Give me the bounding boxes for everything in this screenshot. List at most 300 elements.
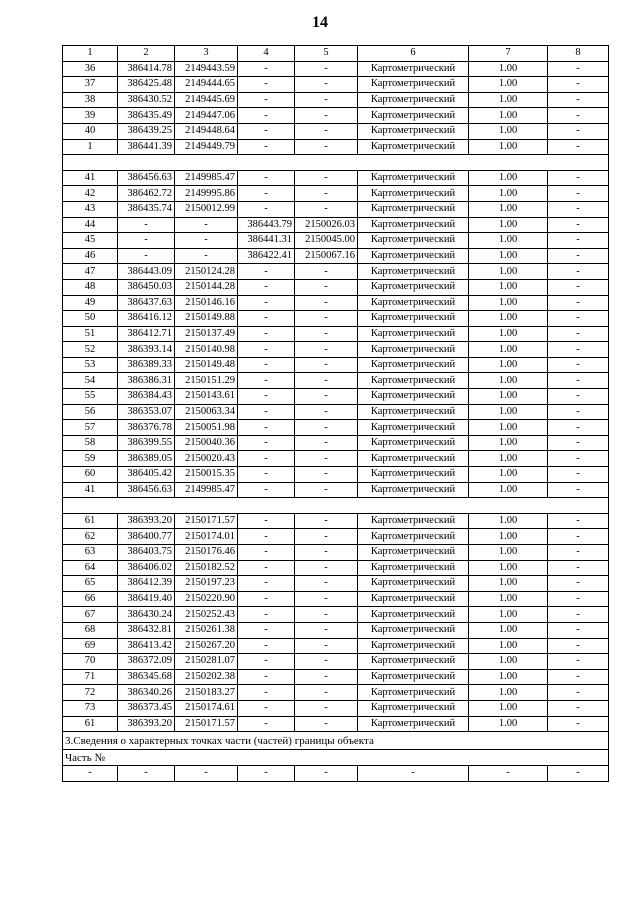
- table-row: [63, 357, 609, 373]
- cell-col-3: 2150040.36: [175, 435, 238, 451]
- cell-col-5: -: [295, 264, 358, 280]
- cell-col-7: 1.00: [469, 513, 548, 529]
- cell-col-7: 1.00: [469, 186, 548, 202]
- cell-col-3: 2150144.28: [175, 279, 238, 295]
- cell-col-5: 2150045.00: [295, 233, 358, 249]
- cell-col-3: 2150197.23: [175, 576, 238, 592]
- cell-col-2: -: [118, 233, 175, 249]
- cell-col-7: 1.00: [469, 638, 548, 654]
- cell-col-8: -: [548, 248, 609, 264]
- cell-col-2: 386450.03: [118, 279, 175, 295]
- table-row: [63, 654, 609, 670]
- cell-col-2: 386414.78: [118, 61, 175, 77]
- cell-col-1: 40: [63, 123, 118, 139]
- cell-col-7: 1.00: [469, 622, 548, 638]
- cell-col-4: -: [238, 669, 295, 685]
- cell-col-2: 386403.75: [118, 545, 175, 561]
- cell-col-3: 2150183.27: [175, 685, 238, 701]
- cell-col-2: 386441.39: [118, 139, 175, 155]
- cell-col-6: Картометрический: [358, 560, 469, 576]
- cell-col-1: 42: [63, 186, 118, 202]
- cell-col-6: Картометрический: [358, 529, 469, 545]
- cell-col-3: 2150143.61: [175, 389, 238, 405]
- cell-col-4: -: [238, 357, 295, 373]
- cell-col-7: 1.00: [469, 420, 548, 436]
- cell-col-1: -: [63, 766, 118, 782]
- cell-col-6: Картометрический: [358, 467, 469, 483]
- cell-col-2: 386462.72: [118, 186, 175, 202]
- cell-col-2: 386386.31: [118, 373, 175, 389]
- table-row: [63, 108, 609, 124]
- cell-col-7: 1.00: [469, 326, 548, 342]
- table-row: [63, 607, 609, 623]
- cell-col-3: 2150020.43: [175, 451, 238, 467]
- cell-col-5: -: [295, 123, 358, 139]
- table-row: [63, 622, 609, 638]
- cell-col-8: -: [548, 311, 609, 327]
- cell-col-1: 61: [63, 716, 118, 732]
- cell-col-8: -: [548, 716, 609, 732]
- cell-col-4: -: [238, 451, 295, 467]
- cell-col-4: -: [238, 545, 295, 561]
- cell-col-4: -: [238, 529, 295, 545]
- cell-col-4: -: [238, 279, 295, 295]
- cell-col-2: 386430.24: [118, 607, 175, 623]
- table-row: [63, 560, 609, 576]
- table-row: [63, 139, 609, 155]
- part-label: Часть №: [63, 750, 609, 766]
- cell-col-2: 386439.25: [118, 123, 175, 139]
- cell-col-2: 386406.02: [118, 560, 175, 576]
- cell-col-4: -: [238, 766, 295, 782]
- cell-col-5: -: [295, 61, 358, 77]
- cell-col-8: -: [548, 279, 609, 295]
- cell-col-7: 1.00: [469, 311, 548, 327]
- cell-col-6: Картометрический: [358, 342, 469, 358]
- cell-col-2: 386405.42: [118, 467, 175, 483]
- cell-col-1: 51: [63, 326, 118, 342]
- cell-col-7: 1.00: [469, 233, 548, 249]
- cell-col-7: 1.00: [469, 201, 548, 217]
- cell-col-7: 1.00: [469, 92, 548, 108]
- cell-col-1: 59: [63, 451, 118, 467]
- cell-col-6: Картометрический: [358, 311, 469, 327]
- cell-col-6: 6: [358, 46, 469, 62]
- cell-col-7: 1.00: [469, 279, 548, 295]
- cell-col-2: 386353.07: [118, 404, 175, 420]
- table-row: [63, 451, 609, 467]
- cell-col-7: 1.00: [469, 591, 548, 607]
- cell-col-1: 71: [63, 669, 118, 685]
- cell-col-8: 8: [548, 46, 609, 62]
- cell-col-1: 57: [63, 420, 118, 436]
- cell-col-7: 1.00: [469, 576, 548, 592]
- cell-col-4: -: [238, 420, 295, 436]
- cell-col-3: 2150261.38: [175, 622, 238, 638]
- cell-col-4: -: [238, 404, 295, 420]
- cell-col-2: 386412.71: [118, 326, 175, 342]
- table-row: [63, 700, 609, 716]
- cell-col-5: -: [295, 700, 358, 716]
- cell-col-6: Картометрический: [358, 435, 469, 451]
- cell-col-8: -: [548, 700, 609, 716]
- table-row: [63, 576, 609, 592]
- cell-col-2: 386373.45: [118, 700, 175, 716]
- cell-col-8: -: [548, 123, 609, 139]
- cell-col-5: -: [295, 607, 358, 623]
- cell-col-2: 386432.81: [118, 622, 175, 638]
- cell-col-7: 1.00: [469, 77, 548, 93]
- cell-col-3: 2150063.34: [175, 404, 238, 420]
- cell-col-7: 1.00: [469, 248, 548, 264]
- cell-col-5: -: [295, 186, 358, 202]
- cell-col-1: 47: [63, 264, 118, 280]
- cell-col-3: 2150151.29: [175, 373, 238, 389]
- cell-col-2: 386456.63: [118, 482, 175, 498]
- cell-col-5: -: [295, 404, 358, 420]
- table-row: [63, 217, 609, 233]
- cell-col-5: -: [295, 638, 358, 654]
- cell-col-1: 66: [63, 591, 118, 607]
- cell-col-6: Картометрический: [358, 139, 469, 155]
- cell-col-8: -: [548, 669, 609, 685]
- separator-row: [63, 155, 609, 171]
- cell-col-6: Картометрический: [358, 638, 469, 654]
- cell-col-4: -: [238, 591, 295, 607]
- cell-col-6: Картометрический: [358, 420, 469, 436]
- cell-col-1: 56: [63, 404, 118, 420]
- cell-col-8: -: [548, 420, 609, 436]
- cell-col-4: -: [238, 295, 295, 311]
- cell-col-1: 60: [63, 467, 118, 483]
- cell-col-3: -: [175, 217, 238, 233]
- cell-col-5: -: [295, 545, 358, 561]
- cell-col-7: 1.00: [469, 357, 548, 373]
- cell-col-2: 386419.40: [118, 591, 175, 607]
- cell-col-3: -: [175, 766, 238, 782]
- table-row: [63, 591, 609, 607]
- cell-col-3: 2150149.48: [175, 357, 238, 373]
- cell-col-7: 1.00: [469, 482, 548, 498]
- table-row: [63, 186, 609, 202]
- cell-col-5: -: [295, 139, 358, 155]
- cell-col-6: Картометрический: [358, 233, 469, 249]
- cell-col-8: -: [548, 766, 609, 782]
- cell-col-8: -: [548, 357, 609, 373]
- cell-col-5: -: [295, 467, 358, 483]
- cell-col-5: -: [295, 389, 358, 405]
- cell-col-3: 2149995.86: [175, 186, 238, 202]
- cell-col-4: -: [238, 170, 295, 186]
- cell-col-3: 3: [175, 46, 238, 62]
- cell-col-6: Картометрический: [358, 77, 469, 93]
- cell-col-6: Картометрический: [358, 576, 469, 592]
- cell-col-8: -: [548, 685, 609, 701]
- cell-col-1: 72: [63, 685, 118, 701]
- cell-col-2: 386443.09: [118, 264, 175, 280]
- cell-col-8: -: [548, 529, 609, 545]
- cell-col-5: -: [295, 560, 358, 576]
- cell-col-7: 1.00: [469, 404, 548, 420]
- cell-col-2: 386384.43: [118, 389, 175, 405]
- cell-col-8: -: [548, 233, 609, 249]
- cell-col-2: -: [118, 217, 175, 233]
- cell-col-7: 1.00: [469, 139, 548, 155]
- cell-col-3: 2150220.90: [175, 591, 238, 607]
- cell-col-2: 386376.78: [118, 420, 175, 436]
- cell-col-6: Картометрический: [358, 545, 469, 561]
- table-row: [63, 233, 609, 249]
- cell-col-7: 1.00: [469, 217, 548, 233]
- cell-col-7: 1.00: [469, 700, 548, 716]
- cell-col-8: -: [548, 342, 609, 358]
- cell-col-4: -: [238, 482, 295, 498]
- section-title: 3.Сведения о характерных точках части (частей) границы объекта: [63, 732, 609, 750]
- cell-col-4: 386441.31: [238, 233, 295, 249]
- cell-col-1: 73: [63, 700, 118, 716]
- cell-col-4: -: [238, 201, 295, 217]
- cell-col-8: -: [548, 108, 609, 124]
- cell-col-1: 68: [63, 622, 118, 638]
- cell-col-8: -: [548, 139, 609, 155]
- cell-col-2: 386425.48: [118, 77, 175, 93]
- table-row: [63, 716, 609, 732]
- cell-col-1: 1: [63, 139, 118, 155]
- empty-part-row: [63, 766, 609, 782]
- cell-col-1: 41: [63, 170, 118, 186]
- cell-col-5: -: [295, 92, 358, 108]
- cell-col-6: Картометрический: [358, 607, 469, 623]
- cell-col-1: 64: [63, 560, 118, 576]
- cell-col-8: -: [548, 482, 609, 498]
- table-row: [63, 61, 609, 77]
- cell-col-8: -: [548, 404, 609, 420]
- cell-col-3: 2150174.01: [175, 529, 238, 545]
- cell-col-6: Картометрический: [358, 170, 469, 186]
- cell-col-7: 1.00: [469, 545, 548, 561]
- cell-col-2: 386389.33: [118, 357, 175, 373]
- cell-col-8: -: [548, 373, 609, 389]
- cell-col-1: 53: [63, 357, 118, 373]
- cell-col-8: -: [548, 92, 609, 108]
- cell-col-1: 36: [63, 61, 118, 77]
- table-row: [63, 326, 609, 342]
- cell-col-6: Картометрический: [358, 357, 469, 373]
- cell-col-7: 1.00: [469, 560, 548, 576]
- cell-col-2: 386393.14: [118, 342, 175, 358]
- cell-col-8: -: [548, 186, 609, 202]
- cell-col-4: -: [238, 435, 295, 451]
- cell-col-5: -: [295, 654, 358, 670]
- table-row: [63, 482, 609, 498]
- cell-col-4: -: [238, 513, 295, 529]
- cell-col-7: 1.00: [469, 451, 548, 467]
- table-row: [63, 77, 609, 93]
- cell-col-2: 386393.20: [118, 716, 175, 732]
- cell-col-4: -: [238, 389, 295, 405]
- cell-col-6: Картометрический: [358, 622, 469, 638]
- cell-col-3: 2149444.65: [175, 77, 238, 93]
- cell-col-8: -: [548, 389, 609, 405]
- cell-col-3: 2150176.46: [175, 545, 238, 561]
- cell-col-4: -: [238, 700, 295, 716]
- cell-col-8: -: [548, 576, 609, 592]
- cell-col-5: -: [295, 326, 358, 342]
- cell-col-2: 2: [118, 46, 175, 62]
- table-row: [63, 279, 609, 295]
- table-row: [63, 513, 609, 529]
- table-row: [63, 123, 609, 139]
- cell-col-3: 2150146.16: [175, 295, 238, 311]
- cell-col-2: 386393.20: [118, 513, 175, 529]
- cell-col-5: 2150067.16: [295, 248, 358, 264]
- cell-col-5: -: [295, 373, 358, 389]
- cell-col-4: -: [238, 264, 295, 280]
- cell-col-6: Картометрический: [358, 279, 469, 295]
- cell-col-4: -: [238, 139, 295, 155]
- cell-col-3: 2150171.57: [175, 716, 238, 732]
- cell-col-2: 386430.52: [118, 92, 175, 108]
- cell-col-3: 2150124.28: [175, 264, 238, 280]
- cell-col-4: -: [238, 607, 295, 623]
- cell-col-5: -: [295, 482, 358, 498]
- cell-col-6: Картометрический: [358, 591, 469, 607]
- cell-col-3: 2150012.99: [175, 201, 238, 217]
- table-row: [63, 264, 609, 280]
- cell-col-7: 7: [469, 46, 548, 62]
- cell-col-5: -: [295, 108, 358, 124]
- cell-col-4: 4: [238, 46, 295, 62]
- cell-col-5: -: [295, 716, 358, 732]
- cell-col-1: 52: [63, 342, 118, 358]
- cell-col-6: Картометрический: [358, 700, 469, 716]
- cell-col-4: -: [238, 560, 295, 576]
- cell-col-3: 2149447.06: [175, 108, 238, 124]
- cell-col-1: 38: [63, 92, 118, 108]
- cell-col-5: -: [295, 279, 358, 295]
- cell-col-5: -: [295, 576, 358, 592]
- cell-col-6: Картометрический: [358, 217, 469, 233]
- cell-col-4: -: [238, 186, 295, 202]
- cell-col-6: Картометрический: [358, 108, 469, 124]
- cell-col-8: -: [548, 607, 609, 623]
- cell-col-5: -: [295, 77, 358, 93]
- cell-col-5: -: [295, 451, 358, 467]
- cell-col-4: 386443.79: [238, 217, 295, 233]
- cell-col-3: -: [175, 248, 238, 264]
- table-row: [63, 295, 609, 311]
- cell-col-6: Картометрический: [358, 389, 469, 405]
- cell-col-8: -: [548, 451, 609, 467]
- cell-col-8: -: [548, 295, 609, 311]
- cell-col-5: -: [295, 591, 358, 607]
- table-row: [63, 389, 609, 405]
- cell-col-7: 1.00: [469, 685, 548, 701]
- cell-col-5: -: [295, 357, 358, 373]
- cell-col-3: 2150137.49: [175, 326, 238, 342]
- cell-col-5: -: [295, 342, 358, 358]
- cell-col-5: -: [295, 170, 358, 186]
- table-row: [63, 638, 609, 654]
- cell-col-3: 2149449.79: [175, 139, 238, 155]
- cell-col-1: 41: [63, 482, 118, 498]
- cell-col-7: 1.00: [469, 389, 548, 405]
- cell-col-7: 1.00: [469, 342, 548, 358]
- cell-col-7: 1.00: [469, 295, 548, 311]
- cell-col-2: 386435.49: [118, 108, 175, 124]
- cell-col-7: 1.00: [469, 467, 548, 483]
- table-row: [63, 435, 609, 451]
- cell-col-4: -: [238, 61, 295, 77]
- cell-col-1: 62: [63, 529, 118, 545]
- cell-col-2: 386435.74: [118, 201, 175, 217]
- cell-col-7: 1.00: [469, 108, 548, 124]
- cell-col-3: 2150182.52: [175, 560, 238, 576]
- cell-col-4: -: [238, 92, 295, 108]
- cell-col-3: 2150171.57: [175, 513, 238, 529]
- cell-col-6: Картометрический: [358, 186, 469, 202]
- cell-col-3: 2150252.43: [175, 607, 238, 623]
- table-row: [63, 404, 609, 420]
- cell-col-5: -: [295, 201, 358, 217]
- cell-col-6: Картометрический: [358, 451, 469, 467]
- cell-col-8: -: [548, 638, 609, 654]
- cell-col-6: Картометрический: [358, 123, 469, 139]
- cell-col-6: Картометрический: [358, 373, 469, 389]
- cell-col-8: -: [548, 61, 609, 77]
- cell-col-4: -: [238, 716, 295, 732]
- cell-col-1: 54: [63, 373, 118, 389]
- cell-col-4: -: [238, 638, 295, 654]
- cell-col-8: -: [548, 201, 609, 217]
- cell-col-2: 386456.63: [118, 170, 175, 186]
- cell-col-3: 2150174.61: [175, 700, 238, 716]
- cell-col-5: -: [295, 420, 358, 436]
- cell-col-5: -: [295, 311, 358, 327]
- cell-col-5: -: [295, 685, 358, 701]
- cell-col-4: -: [238, 326, 295, 342]
- cell-col-8: -: [548, 77, 609, 93]
- cell-col-1: 1: [63, 46, 118, 62]
- table-row: [63, 373, 609, 389]
- cell-col-1: 48: [63, 279, 118, 295]
- table-row: [63, 201, 609, 217]
- cell-col-7: -: [469, 766, 548, 782]
- cell-col-3: 2150051.98: [175, 420, 238, 436]
- cell-col-2: 386400.77: [118, 529, 175, 545]
- cell-col-1: 46: [63, 248, 118, 264]
- cell-col-6: -: [358, 766, 469, 782]
- cell-col-7: 1.00: [469, 264, 548, 280]
- cell-col-5: -: [295, 669, 358, 685]
- cell-col-3: 2149985.47: [175, 482, 238, 498]
- cell-col-6: Картометрический: [358, 92, 469, 108]
- cell-col-8: -: [548, 170, 609, 186]
- cell-col-5: -: [295, 295, 358, 311]
- cell-col-3: -: [175, 233, 238, 249]
- cell-col-7: 1.00: [469, 170, 548, 186]
- cell-col-1: 61: [63, 513, 118, 529]
- cell-col-8: -: [548, 326, 609, 342]
- cell-col-2: 386372.09: [118, 654, 175, 670]
- page-number: 14: [312, 14, 328, 31]
- cell-col-3: 2149443.59: [175, 61, 238, 77]
- cell-col-1: 43: [63, 201, 118, 217]
- cell-col-7: 1.00: [469, 607, 548, 623]
- table-row: [63, 311, 609, 327]
- cell-col-2: -: [118, 766, 175, 782]
- cell-col-3: 2149445.69: [175, 92, 238, 108]
